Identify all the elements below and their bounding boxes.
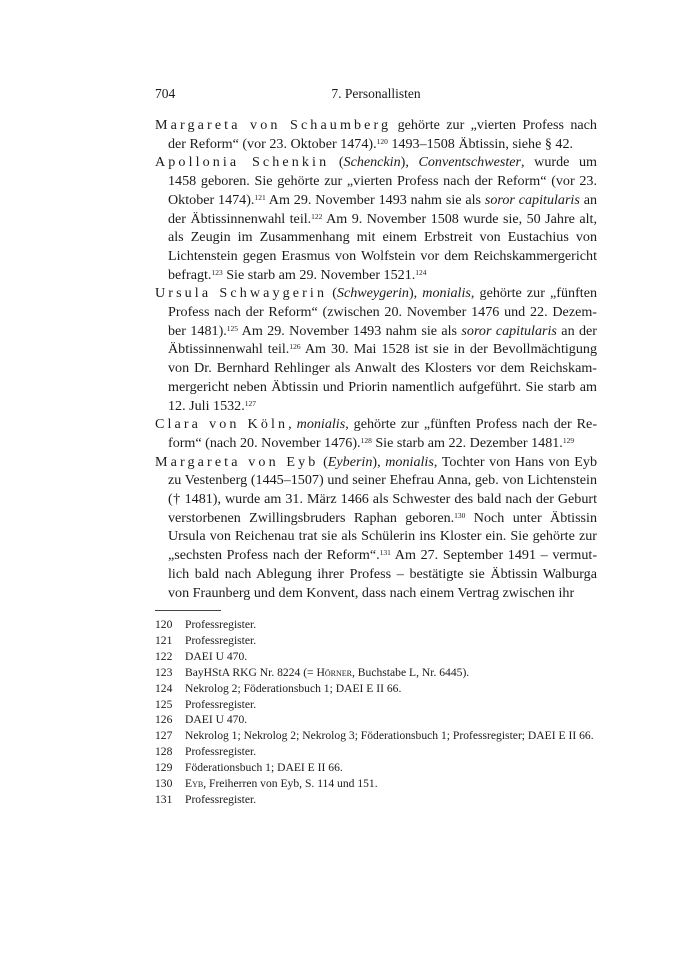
footnote <box>155 681 597 697</box>
latin-term: soror capitularis <box>484 191 580 208</box>
entry-text: , <box>288 416 297 433</box>
entry-apollonia-schenkin <box>155 153 597 284</box>
entry-text: an der Äbtissinnenwahl teil. <box>168 191 598 227</box>
footnote-number: 126 <box>155 713 173 727</box>
footnote-number: 129 <box>155 761 173 775</box>
author-smallcaps: Hörner <box>316 665 352 679</box>
footnote-ref: 126 <box>289 342 301 352</box>
role: monialis <box>422 285 471 302</box>
entry-text: Am 29. November 1493 nahm sie als <box>238 322 462 339</box>
entry-text: Sie starb am 29. November 1521. <box>222 266 416 283</box>
footnote <box>155 633 597 649</box>
footnote-ref: 127 <box>244 398 256 408</box>
footnote <box>155 760 597 776</box>
footnote-text: Föderationsbuch 1; DAEI E II 66. <box>185 761 343 775</box>
footnote-text: Professregister. <box>185 792 257 806</box>
person-name: Apollonia Schenkin <box>155 154 330 171</box>
entry-text: Am 27. September 1491 – vermutlich bald nach Ablegung ihrer Profess – bestätigte sie Äbtissin Walburga von Fraunberg und dem Konvent, dass nach einem Vertrag zwischen ihr <box>168 547 598 601</box>
footnote-text: Professregister. <box>185 697 257 711</box>
footnote-number: 123 <box>155 665 173 679</box>
footnote-number: 127 <box>155 729 173 743</box>
entry-text: , gehörte zur „fünften Profess nach der Reform“ (zwischen 20. November 1476 und 22. Dezember 1481). <box>168 285 597 339</box>
role: Conventschwester <box>418 154 522 171</box>
footnote-number: 130 <box>155 777 173 791</box>
footnote-ref: 125 <box>226 323 239 333</box>
footnote-text: Professregister. <box>185 745 257 759</box>
running-head: 7. Personallisten <box>331 86 421 101</box>
footnote <box>155 649 597 665</box>
footnote-number: 122 <box>155 649 173 663</box>
entry-text: Noch unter Äbtissin Ursula von Reichenau trat sie als Schülerin ins Kloster ein. Sie gehörte zur „sechsten Profess nach der Reform“. <box>168 509 598 564</box>
person-name: Margareta von Schaumberg <box>155 117 392 133</box>
footnote-number: 128 <box>155 745 173 759</box>
person-name: Clara von Köln <box>155 416 289 433</box>
entry-text: Am 29. November 1493 nahm sie als <box>265 191 485 208</box>
main-text <box>155 116 597 602</box>
footnote <box>155 728 597 744</box>
entry-text: , gehörte zur „fünften Profess nach der Reform“ (nach 20. November 1476). <box>168 416 598 451</box>
footnote-ref: 131 <box>379 548 391 558</box>
name-variant: Schweygerin <box>336 285 409 302</box>
entry-text: ( <box>327 285 337 302</box>
footnote <box>155 665 597 681</box>
entry-ursula-schwaygerin <box>155 284 597 415</box>
role: monialis <box>385 453 434 470</box>
footnote-text: DAEI U 470. <box>185 649 248 663</box>
footnote <box>155 744 597 760</box>
page-number: 704 <box>155 86 176 101</box>
footnote-rule <box>155 610 221 611</box>
footnote <box>155 776 597 792</box>
footnote-ref: 130 <box>454 510 466 520</box>
footnote-number: 125 <box>155 697 173 711</box>
entry-margareta-von-eyb <box>155 453 597 603</box>
footnote-ref: 128 <box>360 435 372 445</box>
page-header <box>155 86 597 102</box>
entry-text: ( <box>329 154 344 171</box>
footnote-ref: 124 <box>415 267 427 277</box>
entry-text: ), <box>408 285 423 302</box>
name-variant: Schenckin <box>343 154 401 171</box>
entry-margareta-von-schaumberg <box>155 116 597 153</box>
footnote-text: , Buchstabe L, Nr. 6445). <box>352 665 470 679</box>
entry-text: an der Äbtissinnenwahl teil. <box>168 322 597 358</box>
latin-term: soror capitularis <box>461 322 557 339</box>
footnote-text: Nekrolog 2; Föderationsbuch 1; DAEI E II 66. <box>185 681 402 695</box>
footnote-number: 121 <box>155 633 173 647</box>
footnote-text: Nekrolog 1; Nekrolog 2; Nekrolog 3; Föderationsbuch 1; Professregister; DAEI E II 66. <box>185 729 594 743</box>
entry-text: gehörte zur „vierten Profess nach der Reform“ (vor 23. Oktober 1474). <box>168 117 597 152</box>
footnote-text: Professregister. <box>185 633 257 647</box>
entry-text: ( <box>318 453 328 470</box>
entry-text: Am 9. November 1508 wurde sie, 50 Jahre alt, als Zeugin im Zusammenhang mit einem Erbstreit von Eustachius von Lichtenstein gegen Erasmus von Wolfstein vor dem Reichskammergericht befragt. <box>168 210 597 283</box>
footnote-number: 124 <box>155 681 173 695</box>
entry-text: ), <box>372 453 386 470</box>
footnote <box>155 617 597 633</box>
footnotes <box>155 617 597 808</box>
role: monialis <box>296 416 346 433</box>
entry-text: ), <box>400 154 419 171</box>
footnote-ref: 122 <box>311 211 323 221</box>
entry-text: Sie starb am 22. Dezember 1481. <box>371 434 563 451</box>
person-name: Ursula Schwaygerin <box>155 285 328 302</box>
name-variant: Eyberin <box>327 453 373 470</box>
footnote-number: 120 <box>155 618 173 631</box>
entry-text: , wurde um 1458 geboren. Sie gehörte zur „vierten Profess nach der Reform“ (vor 23. Oktober 1474). <box>168 154 597 208</box>
entry-text: 1493–1508 Äbtissin, siehe § 42. <box>387 135 574 152</box>
footnote <box>155 792 597 808</box>
footnote-text: Professregister. <box>185 618 257 631</box>
entry-text: , Tochter von Hans von Eyb zu Vestenberg (1445–1507) und seiner Ehefrau Anna, geb. von Lichtenstein († 1481), wurde am 31. März 1466 als Schwester des bald nach der Geburt verstorbenen Zwillingsbruders Raphan geboren. <box>168 453 597 526</box>
footnote-text: DAEI U 470. <box>185 713 248 727</box>
person-name: Margareta von Eyb <box>155 453 319 470</box>
footnote-ref: 121 <box>254 192 266 202</box>
footnote <box>155 712 597 728</box>
footnote-ref: 129 <box>562 435 575 445</box>
author-smallcaps: Eyb <box>185 777 204 791</box>
footnote-text: BayHStA RKG Nr. 8224 (= <box>185 665 317 679</box>
footnote-ref: 120 <box>376 136 388 146</box>
footnote-number: 131 <box>155 792 173 806</box>
footnote-ref: 123 <box>211 267 223 277</box>
footnote <box>155 697 597 713</box>
entry-clara-von-koeln <box>155 415 597 452</box>
entry-text: Am 30. Mai 1528 ist sie in der Bevollmächtigung von Dr. Bernhard Rehlinger als Anwalt des Klosters vor dem Reichskammergericht neben Äbtissin und Priorin namentlich aufgeführt. Sie starb am 12. Juli 1532. <box>168 341 597 414</box>
footnote-text: , Freiherren von Eyb, S. 114 und 151. <box>203 777 378 791</box>
